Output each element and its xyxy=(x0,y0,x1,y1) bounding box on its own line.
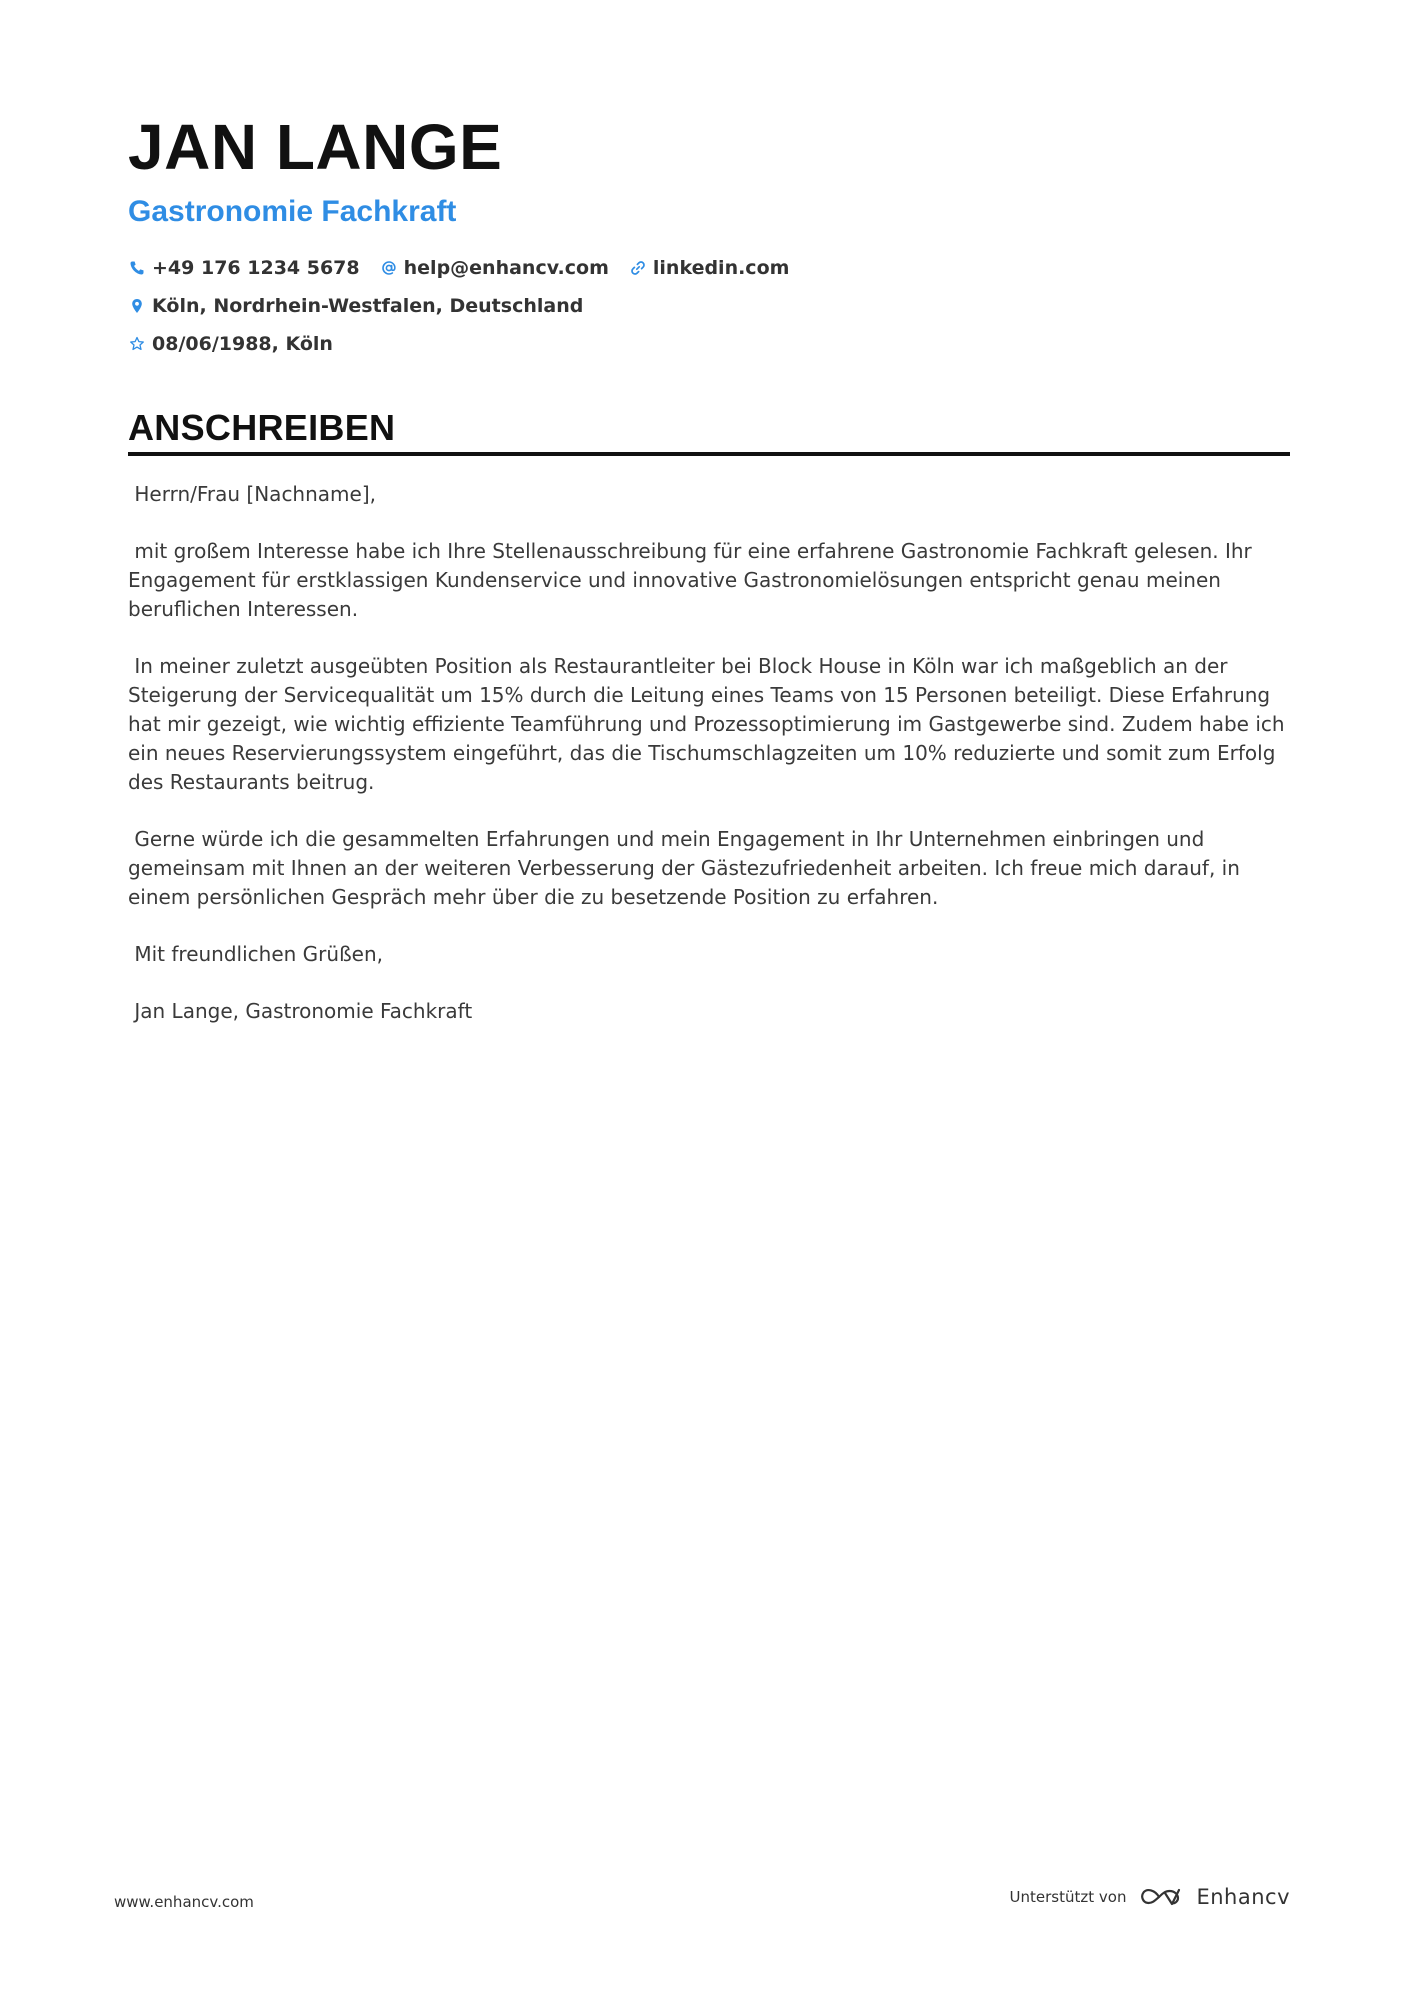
contact-birthdate xyxy=(128,330,1228,358)
link-icon xyxy=(629,259,647,277)
contact-email[interactable] xyxy=(380,254,609,282)
header xyxy=(128,108,1288,358)
brand-name: Enhancv xyxy=(1196,1885,1290,1909)
job-title: Gastronomie Fachkraft xyxy=(128,195,457,228)
phone-icon xyxy=(128,259,146,277)
candidate-name: JAN LANGE xyxy=(128,111,503,183)
section-title: ANSCHREIBEN xyxy=(128,407,396,448)
contact-linkedin-text: linkedin.com xyxy=(652,257,790,279)
at-icon xyxy=(380,259,398,277)
contact-birthdate-text: 08/06/1988, Köln xyxy=(152,333,333,355)
footer-branding xyxy=(1010,1884,1290,1910)
star-icon xyxy=(128,335,146,353)
letter-paragraph-3: Gerne würde ich die gesammelten Erfahrungen und mein Engagement in Ihr Unternehmen einbringen und gemeinsam mit Ihnen an der weiteren Verbesserung der Gästezufriedenheit arbeiten. Ich freue mich darauf, in einem persönlichen Gespräch mehr über die zu besetzende Position zu erfahren. xyxy=(128,827,1247,909)
contact-linkedin[interactable] xyxy=(629,254,790,282)
contact-phone xyxy=(128,254,360,282)
enhancv-logo-icon xyxy=(1138,1884,1184,1910)
powered-by-text: Unterstützt von xyxy=(1009,1888,1127,1906)
footer-website[interactable]: www.enhancv.com xyxy=(114,1893,254,1911)
location-pin-icon xyxy=(128,297,146,315)
letter-body xyxy=(128,480,1290,1026)
letter-paragraph-2: In meiner zuletzt ausgeübten Position als Restaurantleiter bei Block House in Köln war ich maßgeblich an der Steigerung der Servicequalität um 15% durch die Leitung eines Teams von 15 Personen beteiligt. Diese Erfahrung hat mir gezeigt, wie wichtig effiziente Teamführung und Prozessoptimierung im Gastgewerbe sind. Zudem habe ich ein neues Reservierungssystem eingeführt, das die Tischumschlagzeiten um 10% reduzierte und somit zum Erfolg des Restaurants beitrug. xyxy=(128,654,1291,794)
letter-salutation: Herrn/Frau [Nachname], xyxy=(128,482,376,506)
cover-letter-section xyxy=(128,406,1290,1054)
section-divider xyxy=(128,452,1290,456)
contact-phone-text: +49 176 1234 5678 xyxy=(152,257,360,279)
contact-email-text: help@enhancv.com xyxy=(403,257,609,279)
contact-location-text: Köln, Nordrhein-Westfalen, Deutschland xyxy=(152,295,584,317)
letter-paragraph-1: mit großem Interesse habe ich Ihre Stellenausschreibung für eine erfahrene Gastronomie Fachkraft gelesen. Ihr Engagement für erstklassigen Kundenservice und innovative Gastronomielösungen entspricht genau meinen beruflichen Interessen. xyxy=(128,539,1259,621)
contact-list xyxy=(128,254,1228,358)
contact-location xyxy=(128,292,583,320)
letter-signature: Jan Lange, Gastronomie Fachkraft xyxy=(128,999,473,1023)
letter-closing: Mit freundlichen Grüßen, xyxy=(128,942,384,966)
